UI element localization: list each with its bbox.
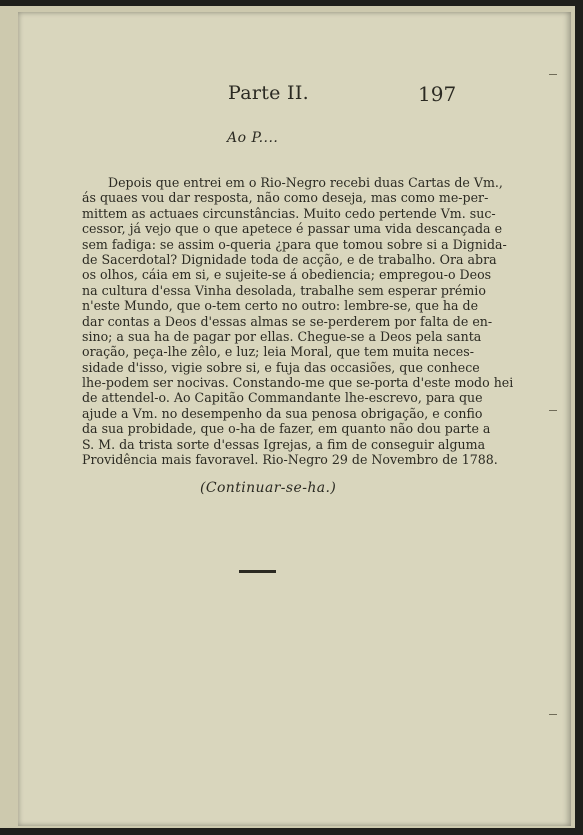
text-line: oração, peça-lhe zêlo, e luz; leia Moral, que tem muita neces- bbox=[82, 344, 474, 360]
text-line: lhe-podem ser nocivas. Constando-me que se-porta d'este modo hei bbox=[82, 375, 514, 391]
text-line: S. M. da trista sorte d'essas Igrejas, a fim de conseguir alguma bbox=[82, 436, 486, 452]
text-line: de attendel-o. Ao Capitão Commandante lhe-escrevo, para que bbox=[82, 390, 483, 406]
section-rule bbox=[239, 570, 276, 573]
margin-mark bbox=[549, 714, 557, 715]
page-number: 197 bbox=[418, 82, 457, 106]
text-line: sidade d'isso, vigie sobre si, e fuja das occasiões, que conhece bbox=[82, 359, 480, 375]
text-line: ás quaes vou dar resposta, não como deseja, mas como me-per- bbox=[82, 190, 489, 206]
text-line: ajude a Vm. no desempenho da sua penosa obrigação, e confio bbox=[82, 405, 483, 421]
text-line: os olhos, cáia em si, e sujeite-se á obediencia; empregou-o Deos bbox=[82, 267, 492, 283]
text-line: sino; a sua ha de pagar por ellas. Chegue-se a Deos pela santa bbox=[82, 328, 482, 344]
margin-mark bbox=[549, 74, 557, 75]
margin-mark bbox=[549, 410, 557, 411]
text-line: dar contas a Deos d'essas almas se se-perderem por falta de en- bbox=[82, 313, 493, 329]
text-line: mittem as actuaes circunstâncias. Muito cedo pertende Vm. suc- bbox=[82, 205, 496, 221]
text-line: Providência mais favoravel. Rio-Negro 29 de Novembro de 1788. bbox=[82, 452, 498, 468]
running-head: Parte II. bbox=[228, 82, 310, 104]
text-line: n'este Mundo, que o-tem certo no outro: lembre-se, que ha de bbox=[82, 298, 479, 314]
book-page bbox=[18, 12, 571, 826]
text-line: Depois que entrei em o Rio-Negro recebi duas Cartas de Vm., bbox=[108, 175, 503, 190]
text-line: sem fadiga: se assim o-queria ¿para que tomou sobre si a Dignida- bbox=[82, 236, 507, 252]
page-header bbox=[18, 80, 571, 110]
text-line: da sua probidade, que o-ha de fazer, em quanto não dou parte a bbox=[82, 421, 491, 437]
continuation-note: (Continuar-se-ha.) bbox=[200, 480, 337, 496]
text-line: na cultura d'essa Vinha desolada, trabalhe sem esperar prémio bbox=[82, 282, 486, 298]
letter-body bbox=[82, 175, 514, 468]
letter-salutation: Ao P.... bbox=[227, 130, 279, 146]
text-line: cessor, já vejo que o que apetece é passar uma vida descançada e bbox=[82, 221, 503, 237]
text-line: de Sacerdotal? Dignidade toda de acção, e de trabalho. Ora abra bbox=[82, 251, 497, 267]
